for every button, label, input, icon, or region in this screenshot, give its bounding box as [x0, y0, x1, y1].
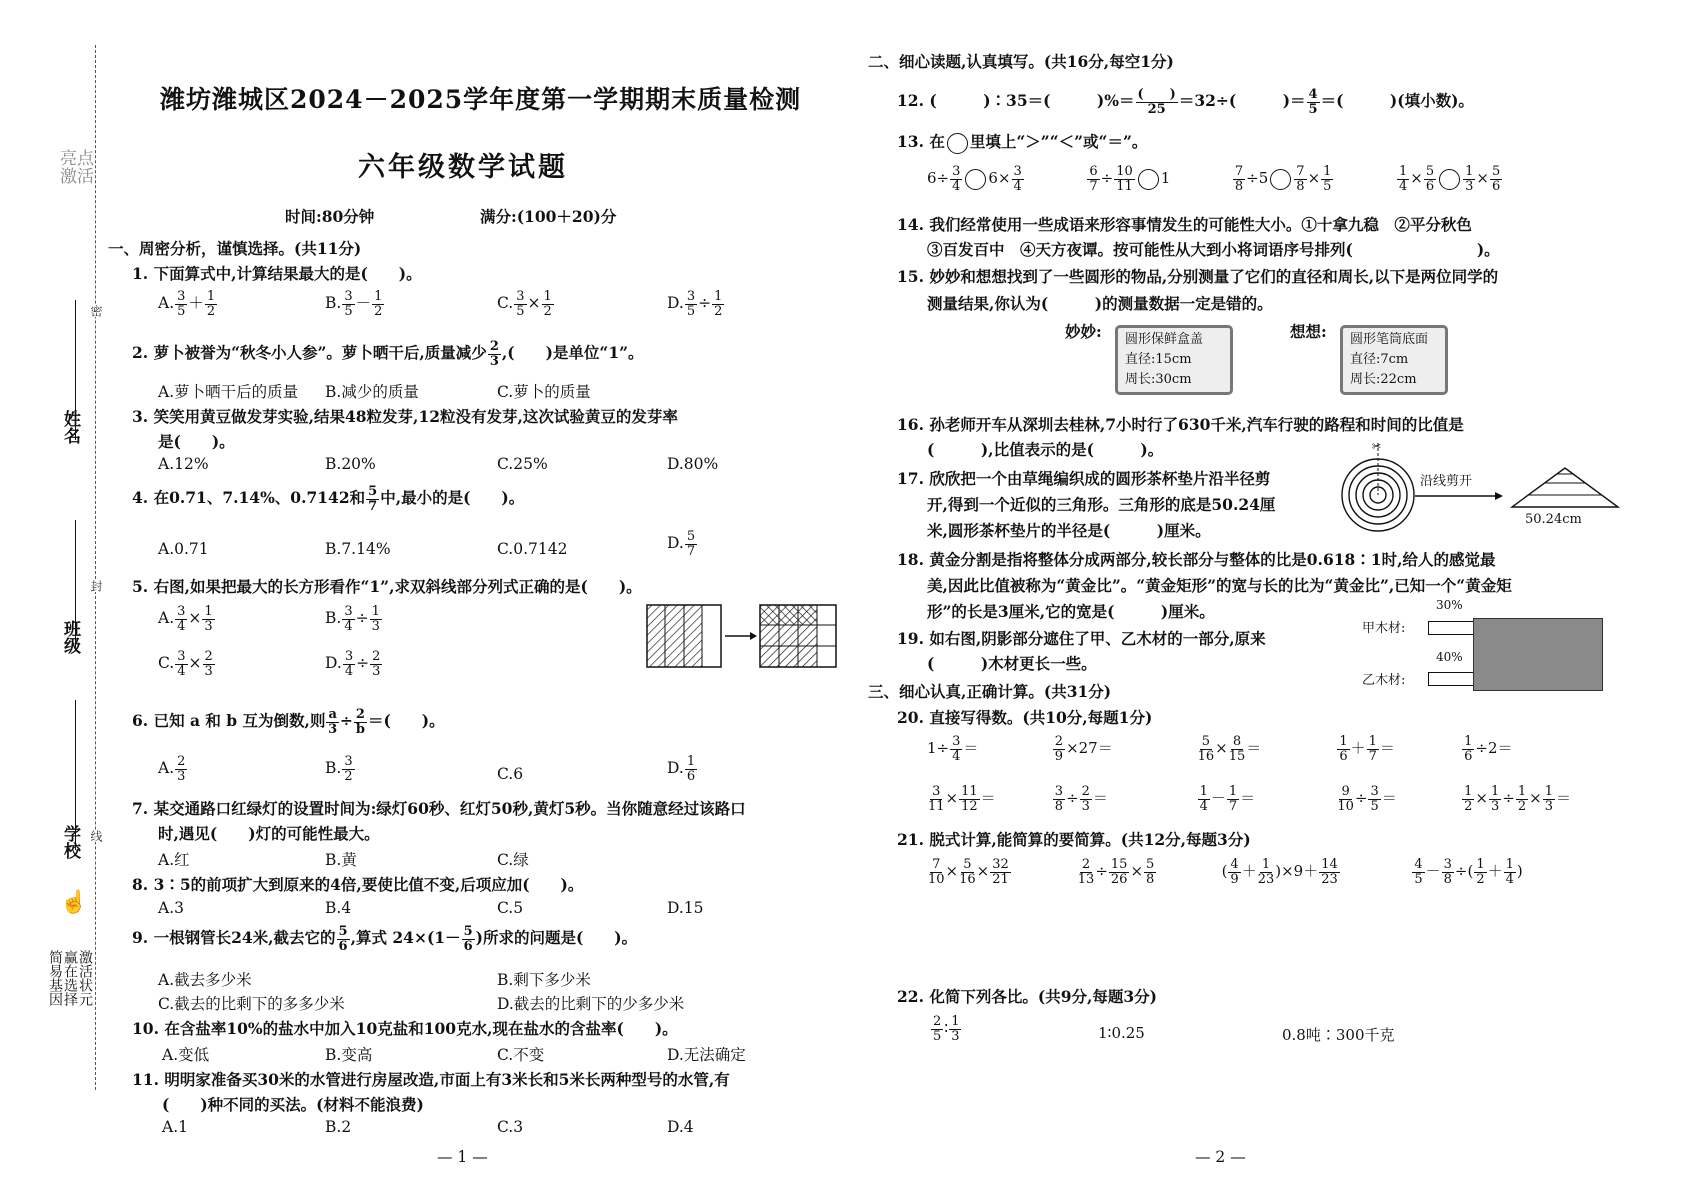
q19-wood-jia: [1428, 621, 1473, 635]
q19-label-40: 40%: [1436, 650, 1463, 664]
q22-stem: 22. 化简下列各比。(共9分,每题3分): [897, 987, 1157, 1006]
q19-label-30: 30%: [1436, 598, 1463, 612]
q6-option-c[interactable]: C.6: [497, 765, 524, 783]
q6-option-d[interactable]: D. $\frac{1}{6}$: [667, 754, 696, 784]
q17-base-label: 50.24cm: [1525, 512, 1582, 527]
q2-option-c[interactable]: C.萝卜的质量: [497, 383, 591, 401]
q7-stem: 7. 某交通路口红绿灯的设置时间为:绿灯60秒、红灯50秒,黄灯5秒。当你随意经过该路口: [132, 799, 746, 818]
dashed-line: [95, 45, 96, 1090]
q3-stem: 3. 笑笑用黄豆做发芽实验,结果48粒发芽,12粒没有发芽,这次试验黄豆的发芽率: [132, 407, 678, 426]
q14-stem: 14. 我们经常使用一些成语来形容事情发生的可能性大小。①十拿九稳 ②平分秋色: [897, 215, 1472, 234]
q7-stem-2: 时,遇见( )灯的可能性最大。: [158, 824, 380, 843]
q17-stem-3: 米,圆形茶杯垫片的半径是( )厘米。: [927, 521, 1211, 540]
q10-option-d[interactable]: D.无法确定: [667, 1046, 746, 1064]
exam-subtitle: 六年级数学试题: [358, 152, 568, 183]
q1-option-c[interactable]: C. $\frac{3}{5}$ × $\frac{1}{2}$: [497, 289, 552, 319]
q16-stem: 16. 孙老师开车从深圳去桂林,7小时行了630千米,汽车行驶的路程和时间的比值是: [897, 415, 1464, 434]
q6-stem: 6. 已知 a 和 b 互为倒数,则 $\frac{a}{3}$ ÷ $\frac{2}{b}$ ＝( )。: [132, 707, 445, 737]
q9-option-d[interactable]: D.截去的比剩下的少多少米: [497, 995, 685, 1013]
q5-option-d[interactable]: D. $\frac{3}{4}$ ÷ $\frac{2}{3}$: [325, 649, 381, 679]
svg-text:✂: ✂: [1372, 440, 1382, 453]
q11-option-a[interactable]: A.1: [162, 1118, 188, 1136]
q15-stem: 15. 妙妙和想想找到了一些圆形的物品,分别测量了它们的直径和周长,以下是两位同学的: [897, 267, 1499, 286]
name-label: 姓名: [60, 410, 80, 444]
seal-xian: 线: [89, 830, 103, 842]
q5-option-c[interactable]: C. $\frac{3}{4}$ × $\frac{2}{3}$: [158, 649, 213, 679]
exam-title: 潍坊潍城区2024－2025学年度第一学期期末质量检测: [160, 85, 802, 114]
q1-stem: 1. 下面算式中,计算结果最大的是( )。: [132, 264, 422, 283]
q7-option-a[interactable]: A.红: [158, 851, 190, 869]
compare-circle-1[interactable]: [965, 169, 986, 190]
class-line: [75, 520, 76, 650]
exam-time: 时间:80分钟: [285, 207, 375, 226]
q8-option-c[interactable]: C.5: [497, 899, 524, 917]
q10-option-b[interactable]: B.变高: [325, 1046, 373, 1064]
section-3-title: 三、细心认真,正确计算。(共31分): [868, 682, 1112, 701]
q18-stem-3: 形”的长是3厘米,它的宽是( )厘米。: [927, 602, 1215, 621]
q17-triangle: [1510, 465, 1620, 510]
q3-stem-2: 是( )。: [158, 432, 235, 451]
q4-option-a[interactable]: A.0.71: [158, 540, 209, 558]
q7-option-b[interactable]: B.黄: [325, 851, 357, 869]
q5-diagram: [645, 603, 840, 671]
q18-stem: 18. 黄金分割是指将整体分成两部分,较长部分与整体的比是0.618∶1时,给人的感觉最: [897, 550, 1496, 569]
q9-stem: 9. 一根钢管长24米,截去它的 $\frac{5}{6}$ ,算式 24×(1－ $\frac{5}{6}$ )所求的问题是( )。: [132, 924, 638, 954]
q1-option-a[interactable]: A. $\frac{3}{5}$ ＋ $\frac{1}{2}$: [158, 289, 216, 319]
q17-stem: 17. 欣欣把一个由草绳编织成的圆形茶杯垫片沿半径剪: [897, 469, 1271, 488]
q8-option-d[interactable]: D.15: [667, 899, 704, 917]
q15-xiangxiang: 想想:: [1290, 322, 1327, 341]
q3-option-c[interactable]: C.25%: [497, 455, 548, 473]
q20-stem: 20. 直接写得数。(共10分,每题1分): [897, 708, 1153, 727]
compare-circle-4[interactable]: [1439, 169, 1460, 190]
q17-coaster-diagram: [1340, 440, 1420, 535]
q15-miaomiao: 妙妙:: [1065, 322, 1102, 341]
q20-row-2: $\frac{3}{11}$ × $\frac{11}{12}$ ＝ $\frac{3}{8}$ ÷ $\frac{2}{3}$ ＝ $\frac{1}{4}$ － $\frac{1}{7}$ ＝ $\frac{9}{10}$ ÷ $\frac{3}{5}$ ＝ $\frac{1}{2}$ × $\frac{1}{3}$ ÷ $\frac{1}{2}$ × $\frac{1}{3}$ ＝: [928, 784, 1571, 814]
section-2-title: 二、细心读题,认真填写。(共16分,每空1分): [868, 52, 1174, 71]
page-number-1: — 1 —: [437, 1148, 488, 1166]
q3-option-d[interactable]: D.80%: [667, 455, 719, 473]
q5-option-b[interactable]: B. $\frac{3}{4}$ ÷ $\frac{1}{3}$: [325, 604, 380, 634]
q10-option-a[interactable]: A.变低: [162, 1046, 210, 1064]
q2-option-b[interactable]: B.减少的质量: [325, 383, 419, 401]
class-label: 班级: [60, 620, 80, 654]
hand-icon: ☝: [60, 890, 88, 915]
q9-option-a[interactable]: A.截去多少米: [158, 971, 252, 989]
name-line: [75, 300, 76, 440]
q6-option-a[interactable]: A. $\frac{2}{3}$: [158, 754, 186, 784]
q19-label-yi: 乙木材:: [1362, 673, 1406, 688]
q20-row-1: 1÷ $\frac{3}{4}$ ＝ $\frac{2}{9}$ ×27＝ $\frac{5}{16}$ × $\frac{8}{15}$ ＝ $\frac{1}{6}$ ＋ $\frac{1}{7}$ ＝ $\frac{1}{6}$ ÷2＝: [927, 734, 1513, 764]
q4-stem: 4. 在0.71、7.14%、0.7142和 $\frac{5}{7}$ 中,最小的是( )。: [132, 484, 525, 514]
q8-option-a[interactable]: A.3: [158, 899, 184, 917]
q8-stem: 8. 3∶5的前项扩大到原来的4倍,要使比值不变,后项应加( )。: [132, 875, 584, 894]
q19-stem-2: ( )木材更长一些。: [927, 654, 1097, 673]
q5-stem: 5. 右图,如果把最大的长方形看作“1”,求双斜线部分列式正确的是( )。: [132, 577, 642, 596]
q22-ratio-2: 1∶0.25: [1098, 1024, 1145, 1042]
school-label: 学校: [60, 825, 80, 859]
q16-stem-2: ( ),比值表示的是( )。: [927, 440, 1164, 459]
q3-option-b[interactable]: B.20%: [325, 455, 376, 473]
q19-stem: 19. 如右图,阴影部分遮住了甲、乙木材的一部分,原来: [897, 629, 1266, 648]
q18-stem-2: 美,因此比值被称为“黄金比”。“黄金矩形”的宽与长的比为“黄金比”,已知一个“黄金矩: [927, 576, 1512, 595]
q17-cut-label: 沿线剪开: [1420, 474, 1473, 489]
q10-option-c[interactable]: C.不变: [497, 1046, 545, 1064]
q13-expressions: 6÷ $\frac{3}{4}$ 6× $\frac{3}{4}$ $\frac{6}{7}$ ÷ $\frac{10}{11}$ 1 $\frac{7}{8}$ ÷5 $\frac{7}{8}$ × $\frac{1}{5}$ $\frac{1}{4}$ × $\frac{5}{6}$ $\frac{1}{3}$ × $\frac{5}{6}$: [927, 164, 1501, 194]
q8-option-b[interactable]: B.4: [325, 899, 352, 917]
q19-shade-block: [1473, 618, 1603, 691]
q5-option-a[interactable]: A. $\frac{3}{4}$ × $\frac{1}{3}$: [158, 604, 213, 634]
compare-circle-icon: [947, 133, 968, 154]
seal-feng: 封: [89, 580, 103, 592]
q11-stem: 11. 明明家准备买30米的水管进行房屋改造,市面上有3米长和5米长两种型号的水管,有: [132, 1070, 730, 1089]
q1-option-d[interactable]: D. $\frac{3}{5}$ ÷ $\frac{1}{2}$: [667, 289, 723, 319]
brand-logo: 亮点激活: [60, 149, 94, 187]
motto-1: 赢在选择: [62, 950, 78, 1006]
motto-2: 激活状元: [77, 950, 93, 1006]
q2-stem: 2. 萝卜被誉为“秋冬小人参”。萝卜晒干后,质量减少 $\frac{2}{3}$ ,( )是单位“1”。: [132, 339, 644, 369]
q17-stem-2: 开,得到一个近似的三角形。三角形的底是50.24厘: [927, 495, 1276, 514]
q12-stem: 12. ( )∶35＝( )%＝ ( ) 25 ＝32÷( )＝ $\frac{4}{5}$ ＝( )(填小数)。: [897, 87, 1474, 117]
q15-card-xiangxiang: 圆形笔筒底面 直径:7cm 周长:22cm: [1340, 325, 1448, 395]
q19-label-jia: 甲木材:: [1362, 621, 1406, 636]
q9-option-b[interactable]: B.剩下多少米: [497, 971, 591, 989]
exam-score: 满分:(100＋20)分: [480, 207, 617, 226]
q15-card-miaomiao: 圆形保鲜盒盖 直径:15cm 周长:30cm: [1115, 325, 1233, 395]
compare-circle-3[interactable]: [1270, 169, 1291, 190]
section-1-title: 一、周密分析，谨慎选择。(共11分): [108, 239, 362, 258]
q9-option-c[interactable]: C.截去的比剩下的多多少米: [158, 995, 345, 1013]
q10-stem: 10. 在含盐率10%的盐水中加入10克盐和100克水,现在盐水的含盐率( )。: [132, 1019, 678, 1038]
q19-wood-yi: [1428, 672, 1473, 686]
q7-option-c[interactable]: C.绿: [497, 851, 529, 869]
q21-stem: 21. 脱式计算,能简算的要简算。(共12分,每题3分): [897, 830, 1251, 849]
q11-option-b[interactable]: B.2: [325, 1118, 352, 1136]
q15-stem-2: 测量结果,你认为( )的测量数据一定是错的。: [927, 294, 1273, 313]
q4-option-c[interactable]: C.0.7142: [497, 540, 568, 558]
q1-option-b[interactable]: B. $\frac{3}{5}$ － $\frac{1}{2}$: [325, 289, 383, 319]
q14-stem-2: ③百发百中 ④天方夜谭。按可能性从大到小将词语序号排列( )。: [927, 240, 1500, 259]
q4-option-b[interactable]: B.7.14%: [325, 540, 391, 558]
q4-option-d[interactable]: D. $\frac{5}{7}$: [667, 529, 696, 559]
q11-option-d[interactable]: D.4: [667, 1118, 694, 1136]
compare-circle-2[interactable]: [1138, 169, 1159, 190]
q11-option-c[interactable]: C.3: [497, 1118, 524, 1136]
q11-stem-2: ( )种不同的买法。(材料不能浪费): [162, 1095, 424, 1114]
q21-expressions: $\frac{7}{10}$ × $\frac{5}{16}$ × $\frac{32}{21}$ $\frac{2}{13}$ ÷ $\frac{15}{26}$ × $\frac{5}{8}$ ( $\frac{4}{9}$ ＋ $\frac{1}{23}$ )×9＋ $\frac{14}{23}$ $\frac{4}{5}$ － $\frac{3}{8}$ ÷( $\frac{1}{2}$ ＋ $\frac{1}{4}$ ): [928, 857, 1523, 887]
q22-ratio-3: 0.8吨∶300千克: [1282, 1026, 1395, 1044]
motto-3: 简易基因: [47, 950, 63, 1006]
page-number-2: — 2 —: [1195, 1148, 1246, 1166]
q6-option-b[interactable]: B. $\frac{3}{2}$: [325, 754, 353, 784]
q13-stem: 13. 在 里填上“＞”“＜”或“＝”。: [897, 130, 1147, 154]
q3-option-a[interactable]: A.12%: [158, 455, 209, 473]
q17-arrow: [1415, 490, 1505, 502]
q22-ratio-1: $\frac{2}{5}$ ∶ $\frac{1}{3}$: [933, 1014, 960, 1044]
school-line: [75, 700, 76, 850]
q2-option-a[interactable]: A.萝卜晒干后的质量: [158, 383, 299, 401]
seal-mi: 密: [89, 305, 103, 317]
